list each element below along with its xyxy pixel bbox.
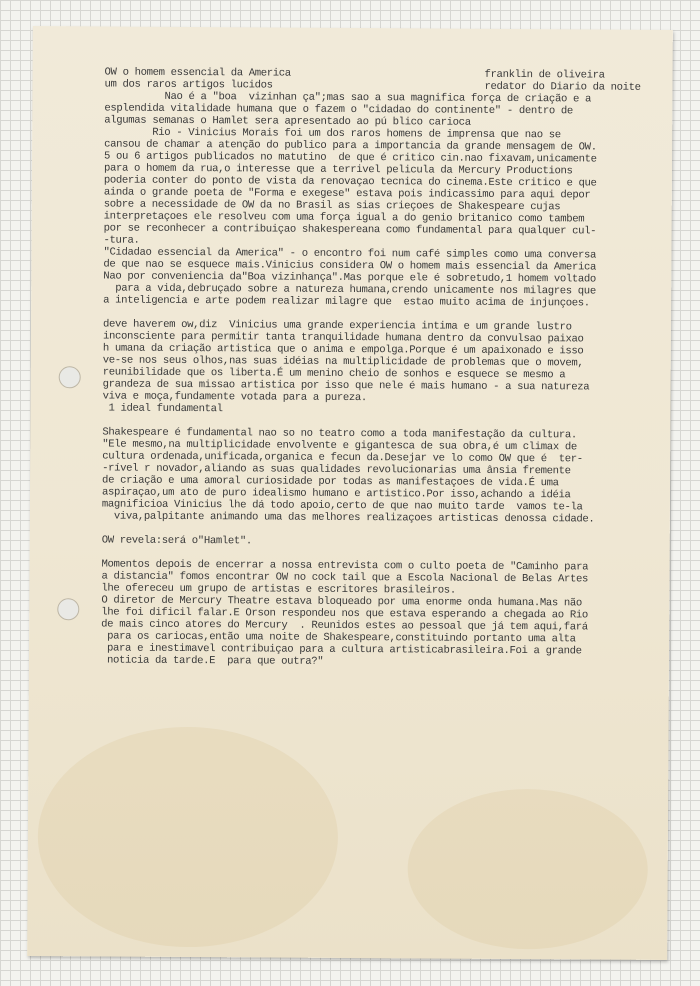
text-line: -tura.	[103, 234, 140, 247]
text-line: a inteligencia e arte podem realizar milagre que estao muito acima de injunçoes.	[103, 294, 590, 310]
text-line: inconsciente para permitir tanta tranquilidade humana dentro da convulsao paixao	[102, 330, 584, 346]
text-line: para a vida,debruçado sobre a natureza humana,crendo unicamente nos milagres que	[103, 282, 596, 298]
text-line: ainda o grande poeta de "Forma e exegese" estava pois indicassimo para aqui depor	[103, 186, 591, 202]
text-line: O diretor de Mercury Theatre estava bloqueado por uma enorme onda humana.Mas não	[101, 594, 582, 610]
text-line: lhe ofereceu um grupo de artistas e escritores brasileiros.	[101, 582, 456, 597]
section-heading: 1 ideal fundamental	[102, 402, 223, 416]
text-line: para o homem da rua,o interesse que a terrivel pelicula da Mercury Productions	[103, 162, 573, 178]
text-line: reunibilidade que os liberta.É um menino cheio de sonhos e esquece se mesmo a	[102, 366, 566, 382]
header-right	[484, 69, 664, 94]
text-line: de que nao se esquece mais.Vinicius considera OW o homem mais essencial da America	[103, 258, 597, 274]
text-line: de criação e uma amoral curiosidade por todas as manifestaçoes de vida.É uma	[102, 474, 559, 490]
text-line: viva e moça,fundamente votada para a pureza.	[102, 390, 367, 405]
text-line: viva,palpitante animando uma das melhores realizaçoes artisticas denossa cidade.	[101, 510, 595, 526]
paper-sheet	[27, 26, 673, 960]
text-line: algumas semanas o Hamlet sera apresentado ao pú blico carioca	[104, 114, 471, 129]
paragraph-shakespeare	[102, 426, 663, 525]
text-line: Nao é a "boa vizinhan ça";mas sao a sua magnifica força de criação e a	[104, 90, 592, 106]
author-role: redator do Diario da noite	[484, 80, 641, 94]
text-line: "Ele mesmo,na multiplicidade envolvente e gigantesca de sua obra,é um climax de	[102, 438, 577, 454]
text-line: magnificioa Vinicius lhe dá todo apoio,certo de que nao muito tarde vamos te-la	[101, 498, 583, 514]
text-line: Nao por conveniencia da"Boa vizinhança".Mas porque ele é sobretudo,1 homem voltado	[103, 270, 596, 286]
subheadline: um dos raros artigos lucidos	[104, 78, 273, 92]
text-line: noticia da tarde.E para que outra?"	[100, 654, 324, 668]
text-line: 5 ou 6 artigos publicados no matutino de que é critico cin.nao fixavam,unicamente	[104, 150, 597, 166]
text-line: esplendida vitalidade humana que o fazem o "cidadao do continente" - dentro de	[104, 102, 573, 118]
text-line: lhe foi dificil falar.E Orson respondeu nos que estava esperando a chegada ao Rio	[101, 606, 588, 622]
text-line: de mais cinco atores do Mercury . Reunidos estes ao pessoal que já tem aqui,fará	[101, 618, 588, 634]
text-line: cansou de chamar a atenção do publico para a importancia da grande mensagem de OW.	[104, 138, 597, 154]
author: franklin de oliveira	[484, 68, 605, 82]
text-line: interpretaçoes ele resolveu com uma força igual a do genio britanico como tambem	[103, 210, 585, 226]
text-line: para e inestimavel contribuiçao para a cultura artisticabrasileira.Foi a grande	[101, 642, 582, 658]
paragraph-cidadao	[103, 246, 663, 309]
text-line: -rível r novador,aliando as suas qualidades revolucionarias uma ânsia fremente	[102, 462, 571, 478]
text-line: "Cidadao essencial da America" - o encontro foi num café simples como uma conversa	[103, 246, 597, 262]
text-line: deve haverem ow,diz Vinicius uma grande experiencia intima e um grande lustro	[102, 318, 572, 334]
text-line: sobre a necessidade de OW da no Brasil as sias crieçoes de Shakespeare cujas	[103, 198, 561, 214]
punch-hole	[57, 598, 79, 620]
text-line: cultura ordenada,unificada,organica e fecun da.Desejar ve lo como OW que é ter-	[102, 450, 583, 466]
text-line: para os cariocas,então uma noite de Shakespeare,constituindo portanto uma alta	[101, 630, 576, 646]
water-stain	[37, 726, 338, 948]
text-line: grandeza de sua missao artistica por isso que nele é mais humano - a sua natureza	[102, 378, 590, 394]
typed-text	[101, 66, 665, 669]
paragraph-intro	[104, 90, 664, 129]
water-stain	[407, 788, 648, 949]
paragraph-rio	[104, 126, 665, 249]
headline: OW o homem essencial da America	[104, 66, 291, 80]
text-line: poderia conter do ponto de vista da renovaçao tecnica do cinema.Este critico e que	[103, 174, 597, 190]
header-left	[104, 66, 290, 91]
text-line: Shakespeare é fundamental nao so no teatro como a toda manifestação da cultura.	[102, 426, 577, 442]
paragraph-experiencia	[102, 318, 663, 417]
text-line: aspiraçao,um ato de puro idealismo humano e artistico.Por isso,achando a idéia	[101, 486, 571, 502]
punch-hole	[59, 366, 81, 388]
text-line: por se reconhecer a contribuiçao shakespereana como fundamental para qualquer cul-	[103, 222, 597, 238]
section-heading: OW revela:será o"Hamlet".	[101, 534, 252, 548]
text-line: Momentos depois de encerrar a nossa entrevista com o culto poeta de "Caminho para	[101, 558, 589, 574]
text-line: a distancia" fomos encontrar OW no cock tail que a Escola Nacional de Belas Artes	[101, 570, 589, 586]
header	[104, 66, 664, 93]
paragraph-momentos	[101, 558, 662, 669]
text-line: Rio - Vinicius Morais foi um dos raros homens de imprensa que nao se	[104, 126, 561, 142]
text-line: ve-se nos seus olhos,nas suas idéias na multiplicidade de problemas que o movem,	[102, 354, 584, 370]
text-line: h umana da criação artistica que o anima e empolga.Porque é um apaixonado e isso	[102, 342, 584, 358]
